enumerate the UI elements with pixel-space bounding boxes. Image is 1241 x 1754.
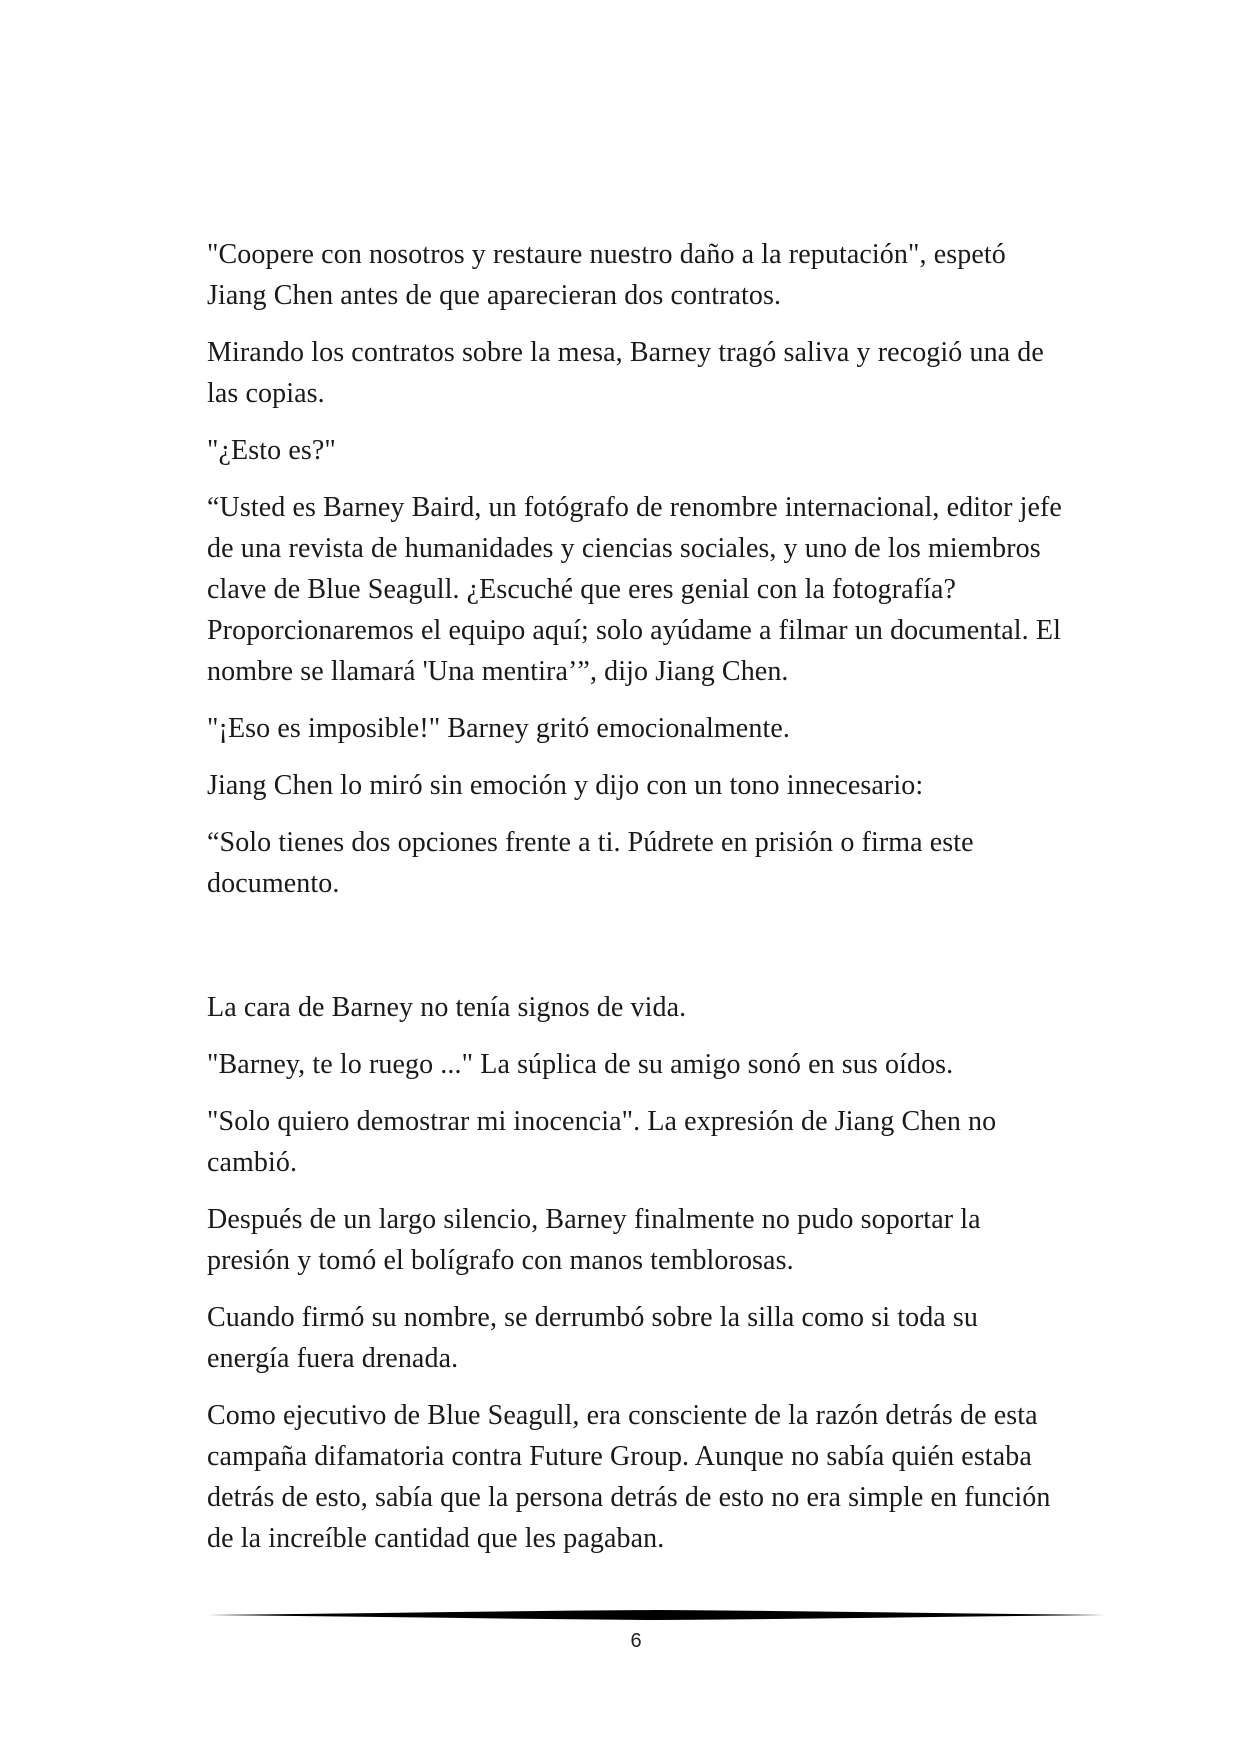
paragraph: “Usted es Barney Baird, un fotógrafo de renombre internacional, editor jefe de una revista de humanidades y ciencias sociales, y uno de los miembros clave de Blue Seagull. ¿Escuché que eres genial con la fotografía? Proporcionaremos el equipo aquí; solo ayúdame a filmar un documental. El nombre se llamará 'Una mentira’”, dijo Jiang Chen. xyxy=(207,492,1062,687)
paragraph: "Coopere con nosotros y restaure nuestro daño a la reputación", espetó Jiang Chen antes de que aparecieran dos contratos. xyxy=(207,239,1006,311)
paragraph: Cuando firmó su nombre, se derrumbó sobre la silla como si toda su energía fuera drenada. xyxy=(207,1302,979,1374)
paragraph: “Solo tienes dos opciones frente a ti. Púdrete en prisión o firma este documento. xyxy=(207,827,974,899)
page-number: 6 xyxy=(630,1630,642,1652)
paragraph: "Solo quiero demostrar mi inocencia". La expresión de Jiang Chen no cambió. xyxy=(207,1106,997,1178)
paragraph: "¡Eso es imposible!" Barney gritó emocionalmente. xyxy=(207,713,790,744)
paragraph: La cara de Barney no tenía signos de vida. xyxy=(207,992,687,1023)
body-text-top xyxy=(207,234,1067,904)
footer-divider xyxy=(207,1608,1105,1622)
paragraph: "Barney, te lo ruego ..." La súplica de su amigo sonó en sus oídos. xyxy=(207,1049,954,1080)
paragraph: Después de un largo silencio, Barney finalmente no pudo soportar la presión y tomó el bolígrafo con manos temblorosas. xyxy=(207,1204,981,1276)
paragraph: Jiang Chen lo miró sin emoción y dijo con un tono innecesario: xyxy=(207,770,924,801)
paragraph: "¿Esto es?" xyxy=(207,435,336,466)
body-text-bottom xyxy=(207,987,1067,1559)
paragraph: Mirando los contratos sobre la mesa, Barney tragó saliva y recogió una de las copias. xyxy=(207,337,1044,409)
paragraph: Como ejecutivo de Blue Seagull, era consciente de la razón detrás de esta campaña difamatoria contra Future Group. Aunque no sabía quién estaba detrás de esto, sabía que la persona detrás de esto no era simple en función de la increíble cantidad que les pagaban. xyxy=(207,1400,1051,1554)
